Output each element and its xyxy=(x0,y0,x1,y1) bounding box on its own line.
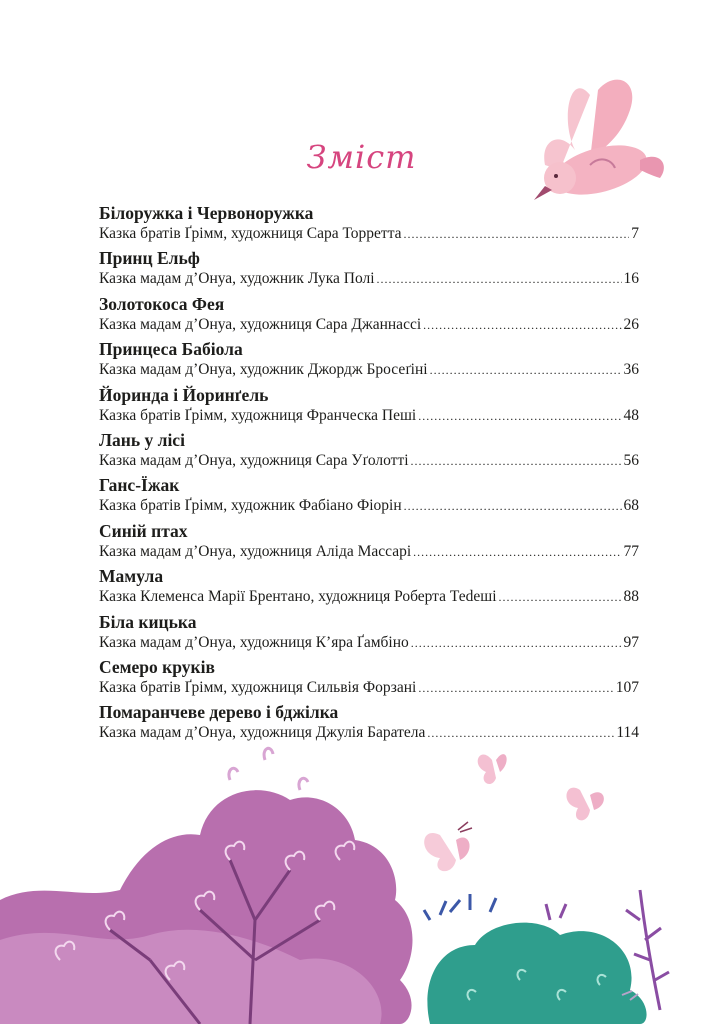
toc-entry-title: Білоружка і Червоноружка xyxy=(99,203,314,223)
toc-entry-description: Казка Клеменса Марії Брентано, художниця Роберта Теdeші xyxy=(99,588,497,606)
toc-entry-page-number: 48 xyxy=(623,406,639,424)
toc-entry-page-number: 114 xyxy=(616,724,639,742)
toc-entry-description: Казка мадам д’Онуа, художниця Джулія Баратела xyxy=(99,724,426,742)
toc-entry-page-number: 88 xyxy=(623,588,639,606)
flowering-bush-icon xyxy=(0,748,413,1024)
toc-entry-title: Принцеса Бабіола xyxy=(99,339,243,360)
toc-entry-description: Казка братів Ґрімм, художник Фабіано Фіорін xyxy=(99,497,402,515)
toc-entry-page-number: 68 xyxy=(623,497,639,515)
toc-entry-page-number: 7 xyxy=(631,225,639,242)
toc-entry-description: Казка братів Ґрімм, художниця Франческа Пеші xyxy=(99,406,417,424)
toc-entry-title: Мамула xyxy=(99,566,164,587)
toc-entry-title: Принц Ельф xyxy=(99,248,200,269)
toc-entry-title: Лань у лісі xyxy=(99,429,185,450)
green-bush-icon xyxy=(424,890,669,1024)
toc-entry-description: Казка мадам д’Онуа, художниця Сара Джаннассі xyxy=(99,315,422,333)
toc-entry-description: Казка мадам д’Онуа, художник Лука Полі xyxy=(99,270,375,288)
toc-entry-title: Семеро круків xyxy=(99,656,215,677)
toc-entry-page-number: 36 xyxy=(623,361,639,379)
toc-entry-description: Казка братів Ґрімм, художниця Сильвія Форзані xyxy=(99,678,417,696)
toc-entry-description: Казка мадам д’Онуа, художник Джордж Бросеґіні xyxy=(99,361,428,379)
page-title: Зміст xyxy=(306,138,417,176)
toc-entry-description: Казка мадам д’Онуа, художниця К’яра Ґамбіно xyxy=(99,633,409,651)
toc-entry-page-number: 56 xyxy=(623,451,639,469)
toc-entry-title: Синій птах xyxy=(99,520,188,541)
toc-entry-title: Золотокоса Фея xyxy=(99,293,225,314)
toc-entry-title: Помаранчеве дерево і бджілка xyxy=(99,702,339,723)
toc-entry-title: Біла кицька xyxy=(99,611,197,632)
toc-entry-description: Казка мадам д’Онуа, художниця Сара Уґолотті xyxy=(99,451,409,469)
toc-entry-title: Ганс-Їжак xyxy=(99,475,180,496)
toc-entry-title: Йоринда і Йоринґель xyxy=(99,384,269,405)
toc-entry-page-number: 16 xyxy=(623,270,639,288)
toc-entry-page-number: 97 xyxy=(623,633,639,651)
toc-entry-page-number: 26 xyxy=(623,315,639,333)
butterfly-icon xyxy=(424,754,604,871)
toc-entry-page-number: 107 xyxy=(615,678,639,696)
bird-icon xyxy=(534,80,664,204)
toc-entry-page-number: 77 xyxy=(623,542,639,560)
toc-entry-description: Казка мадам д’Онуа, художниця Аліда Массарі xyxy=(99,542,412,560)
toc-entry-description: Казка братів Ґрімм, художниця Сара Торретта xyxy=(99,225,402,242)
